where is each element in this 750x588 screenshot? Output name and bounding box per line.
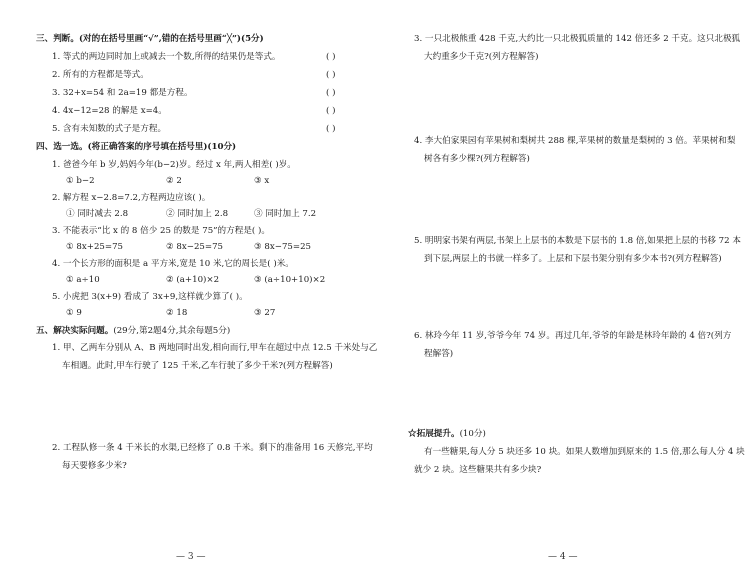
s4-q3-opt-1[interactable]: ① 8x+25=75 bbox=[66, 242, 124, 252]
page-number-left: — 3 — bbox=[176, 552, 206, 562]
r-q3-line-1: 3. 一只北极熊重 428 千克,大约比一只北极狐质量的 142 倍还多 2 千克。这只北极狐 bbox=[414, 34, 741, 44]
s5-q2-answer-area[interactable] bbox=[52, 477, 362, 547]
r-q5-line-1: 5. 明明家书架有两层,书架上上层书的本数是下层书的 1.8 倍,如果把上层的书移 72 本 bbox=[414, 236, 741, 246]
r-q3-hint: (列方程解答) bbox=[488, 52, 539, 62]
s4-q2: 2. 解方程 x−2.8=7.2,方程两边应该( )。 bbox=[52, 193, 211, 203]
s4-q5-opt-1[interactable]: ① 9 bbox=[66, 308, 82, 318]
r-q5-text: 到下层,两层上的书就一样多了。上层和下层书架分别有多少本书? bbox=[424, 254, 672, 264]
section-5-title bbox=[36, 326, 230, 337]
s3-item-5: 5. 含有未知数的式子是方程。 bbox=[52, 124, 167, 134]
r-q5-answer-area[interactable] bbox=[414, 270, 724, 324]
s3-item-3: 3. 32+x=54 和 2a=19 都是方程。 bbox=[52, 88, 193, 98]
s4-q3: 3. 不能表示“比 x 的 8 倍少 25 的数是 75”的方程是( )。 bbox=[52, 226, 270, 236]
s4-q2-opt-1[interactable]: ① 同时减去 2.8 bbox=[66, 209, 129, 219]
extension-title bbox=[408, 429, 486, 440]
section-5-note: (29分,第2题4分,其余每题5分) bbox=[113, 326, 231, 336]
s4-q1-opt-3[interactable]: ③ x bbox=[254, 176, 270, 186]
s4-q2-opt-2[interactable]: ② 同时加上 2.8 bbox=[166, 209, 229, 219]
s3-item-3-paren[interactable]: ( ) bbox=[326, 88, 336, 98]
r-q4-answer-area[interactable] bbox=[414, 170, 724, 230]
r-q3-text: 大约重多少千克? bbox=[424, 52, 489, 62]
s4-q5: 5. 小虎把 3(x+9) 看成了 3x+9,这样就少算了( )。 bbox=[52, 292, 248, 302]
s5-q2-line-2: 每天要修多少米? bbox=[62, 461, 127, 471]
s5-q1-hint: (列方程解答) bbox=[283, 361, 333, 371]
extension-line-1: 有一些糖果,每人分 5 块还多 10 块。如果人数增加到原来的 1.5 倍,那么每人分 4 块 bbox=[424, 447, 745, 457]
s4-q5-opt-2[interactable]: ② 18 bbox=[166, 308, 188, 318]
extension-note: (10分) bbox=[459, 429, 486, 439]
extension-line-2: 就少 2 块。这些糖果共有多少块? bbox=[414, 465, 542, 475]
s5-q1-line-1: 1. 甲、乙两车分别从 A、B 两地同时出发,相向而行,甲车在超过中点 12.5 千米处与乙 bbox=[52, 343, 378, 353]
r-q6-answer-area[interactable] bbox=[414, 365, 724, 423]
s5-q1-text: 车相遇。此时,甲车行驶了 125 千米,乙车行驶了多少千米? bbox=[62, 361, 284, 371]
s4-q3-opt-3[interactable]: ③ 8x−75=25 bbox=[254, 242, 312, 252]
s3-item-4: 4. 4x−12=28 的解是 x=4。 bbox=[52, 106, 167, 116]
r-q6-line-1 bbox=[414, 331, 731, 342]
s3-item-5-paren[interactable]: ( ) bbox=[326, 124, 336, 134]
r-q4-line-1: 4. 李大伯家果园有苹果树和梨树共 288 棵,苹果树的数量是梨树的 3 倍。苹果树和梨 bbox=[414, 136, 736, 146]
r-q4-hint: (列方程解答) bbox=[480, 154, 530, 164]
page-number-right: — 4 — bbox=[548, 552, 578, 562]
section-3-title: 三、判断。(对的在括号里画“√”,错的在括号里画“╳”)(5分) bbox=[36, 34, 264, 44]
r-q6-text: 6. 林玲今年 11 岁,爷爷今年 74 岁。再过几年,爷爷的年龄是林玲年龄的 4 倍? bbox=[414, 331, 711, 341]
s4-q4-opt-3[interactable]: ③ (a÷10+10)×2 bbox=[254, 275, 326, 285]
s5-q1-line-2 bbox=[62, 361, 333, 372]
s5-q1-answer-area[interactable] bbox=[52, 377, 362, 435]
s4-q4-opt-1[interactable]: ① a÷10 bbox=[66, 275, 100, 285]
s4-q1-opt-1[interactable]: ① b−2 bbox=[66, 176, 95, 186]
s4-q1-opt-2[interactable]: ② 2 bbox=[166, 176, 182, 186]
section-4-title: 四、选一选。(将正确答案的序号填在括号里)(10分) bbox=[36, 142, 237, 152]
s3-item-2-paren[interactable]: ( ) bbox=[326, 70, 336, 80]
s3-item-1-paren[interactable]: ( ) bbox=[326, 52, 336, 62]
s4-q2-opt-3[interactable]: ③ 同时加上 7.2 bbox=[254, 209, 317, 219]
r-q5-hint: (列方程解答) bbox=[671, 254, 722, 264]
s5-q2-line-1: 2. 工程队修一条 4 千米长的水渠,已经修了 0.8 千米。剩下的准备用 16 天修完,平均 bbox=[52, 443, 373, 453]
s4-q1: 1. 爸爸今年 b 岁,妈妈今年(b−2)岁。经过 x 年,两人相差( )岁。 bbox=[52, 160, 296, 170]
s4-q4: 4. 一个长方形的面积是 a 平方米,宽是 10 米,它的周长是( )米。 bbox=[52, 259, 294, 269]
r-q5-line-2 bbox=[424, 254, 722, 265]
r-q6-hint-2: 程解答) bbox=[424, 349, 454, 359]
s3-item-2: 2. 所有的方程都是等式。 bbox=[52, 70, 149, 80]
r-q3-answer-area[interactable] bbox=[414, 68, 724, 128]
section-5-title-text: 五、解决实际问题。 bbox=[36, 326, 114, 336]
s4-q5-opt-3[interactable]: ③ 27 bbox=[254, 308, 276, 318]
r-q4-line-2 bbox=[424, 154, 530, 165]
r-q3-line-2 bbox=[424, 52, 538, 63]
s3-item-4-paren[interactable]: ( ) bbox=[326, 106, 336, 116]
s4-q4-opt-2[interactable]: ② (a+10)×2 bbox=[166, 275, 220, 285]
r-q4-text: 树各有多少棵? bbox=[424, 154, 481, 164]
extension-answer-area[interactable] bbox=[414, 481, 724, 545]
s3-item-1: 1. 等式的两边同时加上或减去一个数,所得的结果仍是等式。 bbox=[52, 52, 281, 62]
extension-title-text: ☆拓展提升。 bbox=[408, 429, 460, 439]
s4-q3-opt-2[interactable]: ② 8x−25=75 bbox=[166, 242, 224, 252]
r-q6-hint-1: (列方 bbox=[710, 331, 732, 341]
